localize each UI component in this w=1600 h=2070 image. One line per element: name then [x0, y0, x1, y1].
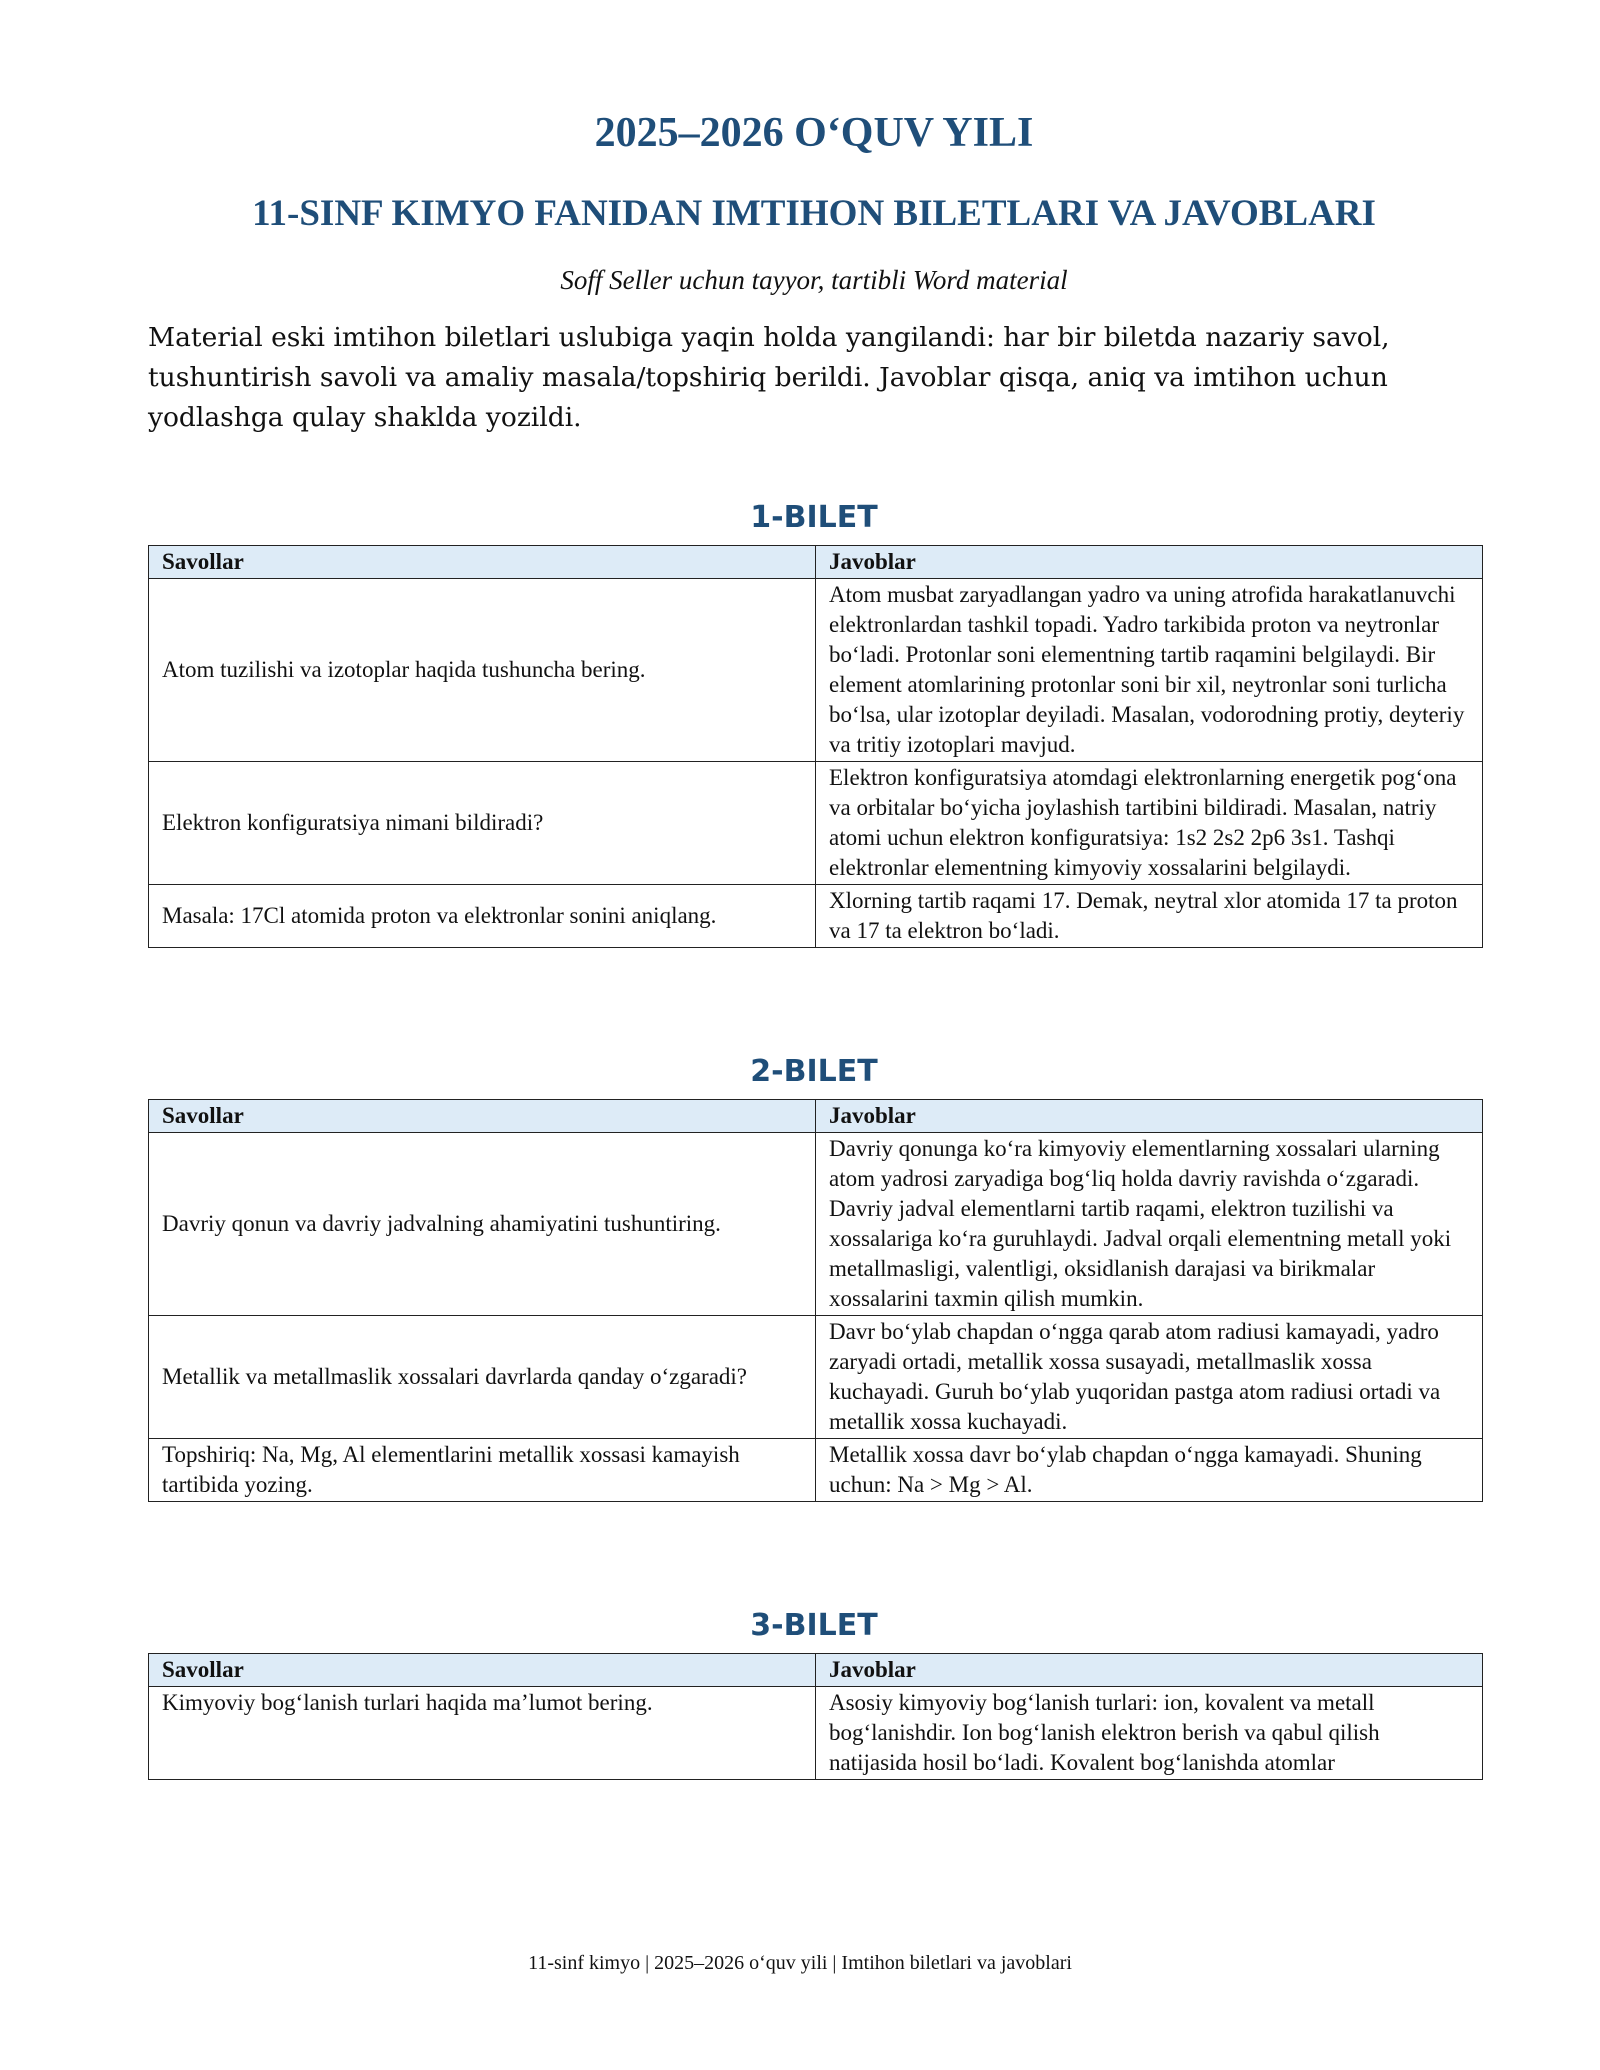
table-row — [149, 884, 1483, 947]
column-header-answers: Javoblar — [816, 1099, 1483, 1132]
bilet-table — [148, 545, 1483, 948]
answer-cell: Davriy qonunga ko‘ra kimyoviy elementlarning xossalari ularning atom yadrosi zaryadiga bog‘liq holda davriy ravishda o‘zgaradi. Davriy jadval elementlarni tartib raqami, elektron tuzilishi va xossalariga ko‘ra guruhlaydi. Jadval orqali elementning metall yoki metallmasligi, valentligi, oksidlanish darajasi va birikmalar xossalarini taxmin qilish mumkin. — [816, 1132, 1483, 1315]
question-cell: Kimyoviy bog‘lanish turlari haqida ma’lumot bering. — [149, 1686, 816, 1779]
column-header-answers: Javoblar — [816, 1653, 1483, 1686]
bilet-title: 3-BILET — [750, 1607, 878, 1643]
question-cell: Atom tuzilishi va izotoplar haqida tushuncha bering. — [149, 578, 816, 761]
question-cell: Masala: 17Cl atomida proton va elektronlar sonini aniqlang. — [149, 884, 816, 947]
question-cell: Davriy qonun va davriy jadvalning ahamiyatini tushuntiring. — [149, 1132, 816, 1315]
bilet-2 — [148, 1054, 1480, 1502]
question-cell: Topshiriq: Na, Mg, Al elementlarini metallik xossasi kamayish tartibida yozing. — [149, 1438, 816, 1501]
answer-cell: Atom musbat zaryadlangan yadro va uning atrofida harakatlanuvchi elektronlardan tashkil topadi. Yadro tarkibida proton va neytronlar bo‘ladi. Protonlar soni elementning tartib raqamini belgilaydi. Bir element atomlarining protonlar soni bir xil, neytronlar soni turlicha bo‘lsa, ular izotoplar deyiladi. Masalan, vodorodning protiy, deyteriy va tritiy izotoplari mavjud. — [816, 578, 1483, 761]
answer-cell: Metallik xossa davr bo‘ylab chapdan o‘ngga kamayadi. Shuning uchun: Na > Mg > Al. — [816, 1438, 1483, 1501]
table-header-row — [149, 545, 1483, 578]
answer-cell: Elektron konfiguratsiya atomdagi elektronlarning energetik pog‘ona va orbitalar bo‘yicha joylashish tartibini bildiradi. Masalan, natriy atomi uchun elektron konfiguratsiya: 1s2 2s2 2p6 3s1. Tashqi elektronlar elementning kimyoviy xossalarini belgilaydi. — [816, 761, 1483, 884]
answer-cell: Davr bo‘ylab chapdan o‘ngga qarab atom radiusi kamayadi, yadro zaryadi ortadi, metallik xossa susayadi, metallmaslik xossa kuchayadi. Guruh bo‘ylab yuqoridan pastga atom radiusi ortadi va metallik xossa kuchayadi. — [816, 1315, 1483, 1438]
column-header-questions: Savollar — [149, 1099, 816, 1132]
page-footer: 11-sinf kimyo | 2025–2026 o‘quv yili | Imtihon biletlari va javoblari — [528, 1952, 1072, 1974]
answer-cell: Asosiy kimyoviy bog‘lanish turlari: ion, kovalent va metall bog‘lanishdir. Ion bog‘lanish elektron berish va qabul qilish natijasida hosil bo‘ladi. Kovalent bog‘lanishda atomlar — [816, 1686, 1483, 1779]
bilet-1 — [148, 500, 1480, 948]
table-header-row — [149, 1653, 1483, 1686]
document-page — [148, 108, 1480, 1780]
bilet-title: 2-BILET — [750, 1053, 878, 1089]
answer-cell: Xlorning tartib raqami 17. Demak, neytral xlor atomida 17 ta proton va 17 ta elektron bo‘ladi. — [816, 884, 1483, 947]
column-header-answers: Javoblar — [816, 545, 1483, 578]
column-header-questions: Savollar — [149, 545, 816, 578]
tagline: Soff Seller uchun tayyor, tartibli Word material — [560, 264, 1068, 295]
bilet-3 — [148, 1608, 1480, 1780]
bilet-table — [148, 1099, 1483, 1502]
page-subtitle: 11-SINF KIMYO FANIDAN IMTIHON BILETLARI VA JAVOBLARI — [252, 193, 1376, 235]
table-row — [149, 578, 1483, 761]
table-row — [149, 1315, 1483, 1438]
page-title: 2025–2026 O‘QUV YILI — [594, 110, 1034, 156]
table-row — [149, 1438, 1483, 1501]
question-cell: Elektron konfiguratsiya nimani bildiradi? — [149, 761, 816, 884]
column-header-questions: Savollar — [149, 1653, 816, 1686]
bilet-title: 1-BILET — [750, 499, 878, 535]
table-row — [149, 1132, 1483, 1315]
table-header-row — [149, 1099, 1483, 1132]
table-row — [149, 761, 1483, 884]
question-cell: Metallik va metallmaslik xossalari davrlarda qanday o‘zgaradi? — [149, 1315, 816, 1438]
table-row — [149, 1686, 1483, 1779]
bilet-table — [148, 1653, 1483, 1780]
intro-paragraph: Material eski imtihon biletlari uslubiga yaqin holda yangilandi: har bir biletda nazariy savol, tushuntirish savoli va amaliy masala/topshiriq berildi. Javoblar qisqa, aniq va imtihon uchun yodlashga qulay shaklda yozildi. — [148, 321, 1390, 433]
